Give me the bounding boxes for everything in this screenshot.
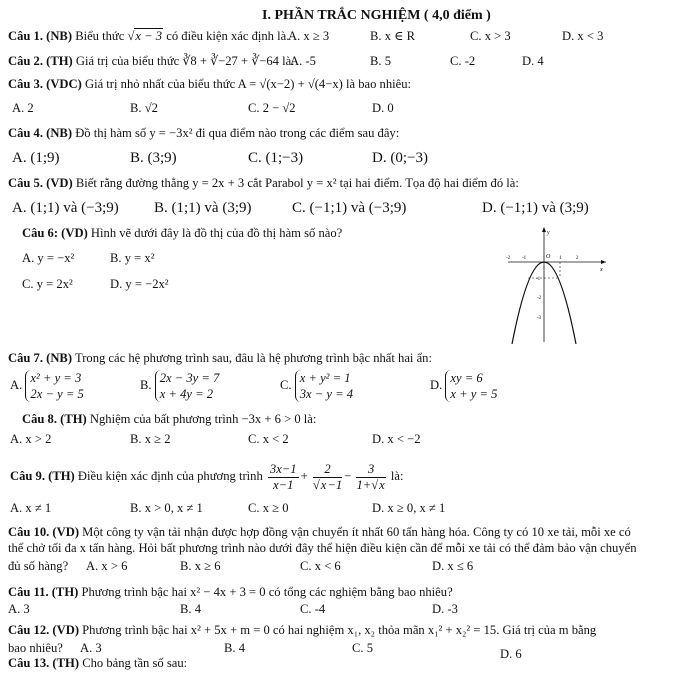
q7-a-eq1: x² + y = 3 [30, 371, 82, 385]
q3-option-d: D. 0 [372, 101, 394, 115]
q11-option-d: D. -3 [432, 602, 458, 616]
q5-text: Biết rằng đường thẳng y = 2x + 3 cắt Parabol y = x² tại hai điểm. Tọa độ hai điểm đó là: [75, 176, 519, 190]
q9-label: Câu 9. (TH) [10, 469, 75, 483]
q10-line2: thể chở tối đa x tấn hàng. Hỏi bất phương trình nào dưới đây thể hiện điều kiện cần để mỗi xe tải có thể đảm bảo vận chuyển [8, 541, 637, 555]
q9-fraction-2: $\frac{2}{√x-1}$ [312, 461, 343, 492]
q3-label: Câu 3. (VDC) [8, 77, 82, 91]
section-title: I. PHẦN TRẮC NGHIỆM ( 4,0 điểm ) [262, 8, 491, 23]
q7-c-eq2: 3x − y = 4 [299, 387, 354, 401]
question-1: Câu 1. (NB) Biểu thức √x − 3 có điều kiện xác định là. [8, 29, 290, 43]
q7-b-eq2: x + 4y = 2 [159, 387, 214, 401]
q10-label: Câu 10. (VD) [8, 525, 80, 539]
q10-question: đủ số hàng? [8, 559, 69, 573]
x-axis-arrow-icon [601, 260, 606, 264]
q3-option-c: C. 2 − √2 [248, 101, 296, 115]
q3-option-b: B. √2 [130, 101, 158, 115]
q8-option-a: A. x > 2 [10, 432, 52, 446]
q4-text: Đồ thị hàm số y = −3x² đi qua điểm nào trong các điểm sau đây: [75, 126, 400, 140]
q2-option-d: D. 4 [522, 54, 544, 68]
q12-option-b: B. 4 [224, 641, 245, 655]
q2-text: Giá trị của biểu thức ∛8 + ∛−27 + ∛−64 là. [75, 54, 295, 68]
q5-option-b: B. (1;1) và (3;9) [154, 200, 252, 216]
q1-expr: x − 3 [135, 29, 163, 43]
question-13 [8, 655, 187, 671]
q7-option-a: A. x² + y = 3 2x − y = 5 [10, 371, 84, 401]
q13-label: Câu 13. (TH) [8, 656, 80, 670]
x-tick-label: -1 [522, 256, 527, 261]
question-7 [8, 350, 432, 366]
q4-option-c: C. (1;−3) [248, 150, 304, 166]
q2-option-b: B. 5 [370, 54, 391, 68]
q6-option-b: B. y = x² [110, 251, 155, 265]
q7-option-d: D. xy = 6 x + y = 5 [430, 371, 498, 401]
q10-line1: Một công ty vận tải nhận được hợp đồng vận chuyển ít nhất 60 tấn hàng hóa. Công ty có 10 xe tải, mỗi xe có [82, 525, 631, 539]
q5-label: Câu 5. (VD) [8, 176, 73, 190]
q9-option-a: A. x ≠ 1 [10, 501, 52, 515]
origin-label: O [546, 254, 551, 260]
question-3 [8, 76, 411, 92]
question-9: Câu 9. (TH) Điều kiện xác định của phương trình $\frac{3x-1}{x-1}$ + $\frac{2}{√x-1}$ − $\frac{3}{1+√x}$ là: [10, 461, 404, 492]
q5-option-c: C. (−1;1) và (−3;9) [292, 200, 407, 216]
question-5 [8, 175, 519, 191]
q1-label: Câu 1. (NB) [8, 29, 73, 43]
q4-option-b: B. (3;9) [130, 150, 177, 166]
q12-line2: bao nhiêu? [8, 641, 63, 655]
q7-d-eq1: xy = 6 [450, 371, 483, 385]
q12-option-c: C. 5 [352, 641, 373, 655]
q8-option-d: D. x < −2 [372, 432, 421, 446]
q12-option-a: A. 3 [80, 641, 102, 655]
q8-label: Câu 8. (TH) [22, 412, 87, 426]
q6-text: Hình vẽ dưới đây là đồ thị của đồ thị hàm số nào? [90, 226, 343, 240]
q2-option-c: C. -2 [450, 54, 476, 68]
question-12 [8, 622, 596, 638]
question-2 [8, 53, 294, 69]
question-6 [22, 225, 342, 241]
question-4 [8, 125, 399, 141]
q6-label: Câu 6: (VD) [22, 226, 88, 240]
q3-text: Giá trị nhỏ nhất của biểu thức A = √(x−2) + √(4−x) là bao nhiêu: [84, 77, 412, 91]
q11-text: Phương trình bậc hai x² − 4x + 3 = 0 có tổng các nghiệm bằng bao nhiêu? [81, 585, 453, 599]
q6-option-d: D. y = −2x² [110, 277, 169, 291]
q4-option-d: D. (0;−3) [372, 150, 428, 166]
q7-text: Trong các hệ phương trình sau, đâu là hệ phương trình bậc nhất hai ẩn: [74, 351, 432, 365]
q10-option-b: B. x ≥ 6 [180, 559, 221, 573]
q4-option-a: A. (1;9) [12, 150, 60, 166]
y-tick-label: -2 [537, 296, 542, 301]
q8-text: Nghiệm của bất phương trình −3x + 6 > 0 là: [89, 412, 317, 426]
q1-option-b: B. x ∈ R [370, 29, 416, 43]
q7-option-b: B. 2x − 3y = 7 x + 4y = 2 [140, 371, 220, 401]
q8-option-b: B. x ≥ 2 [130, 432, 171, 446]
q9-fraction-3: $\frac{3}{1+√x}$ [356, 461, 385, 492]
q12-option-d: D. 6 [500, 647, 522, 661]
q6-option-c: C. y = 2x² [22, 277, 73, 291]
q9-text: Điều kiện xác định của phương trình [77, 469, 263, 483]
q7-option-c: C. x + y² = 1 3x − y = 4 [280, 371, 354, 401]
q11-option-c: C. -4 [300, 602, 326, 616]
q4-label: Câu 4. (NB) [8, 126, 73, 140]
q9-option-d: D. x ≥ 0, x ≠ 1 [372, 501, 446, 515]
q11-option-a: A. 3 [8, 602, 30, 616]
q9-fraction-1: $\frac{3x-1}{x-1}$ [269, 461, 297, 492]
q10-option-c: C. x < 6 [300, 559, 341, 573]
q8-option-c: C. x < 2 [248, 432, 289, 446]
q12-text: Phương trình bậc hai x² + 5x + m = 0 có hai nghiệm x₁, x₂ thỏa mãn x₁² + x₂² = 15. Giá trị của m bằng [82, 623, 597, 637]
y-tick-label: -3 [537, 316, 542, 321]
q11-option-b: B. 4 [180, 602, 201, 616]
y-axis-label: y [547, 230, 550, 236]
question-11 [8, 584, 453, 600]
q5-option-a: A. (1;1) và (−3;9) [12, 200, 119, 216]
q9-after: là: [390, 469, 404, 483]
q7-d-eq2: x + y = 5 [450, 387, 498, 401]
y-tick-label: -1 [536, 277, 541, 282]
q7-c-eq1: x + y² = 1 [299, 371, 351, 385]
q6-option-a: A. y = −x² [22, 251, 75, 265]
q7-label: Câu 7. (NB) [8, 351, 73, 365]
q1-after: có điều kiện xác định là. [166, 29, 290, 43]
q5-option-d: D. (−1;1) và (3;9) [482, 200, 589, 216]
x-tick-label: -2 [506, 256, 511, 261]
q1-option-d: D. x < 3 [562, 29, 604, 43]
q11-label: Câu 11. (TH) [8, 585, 79, 599]
q9-option-c: C. x ≥ 0 [248, 501, 289, 515]
q1-option-a: A. x ≥ 3 [288, 29, 330, 43]
q2-option-a: A. -5 [290, 54, 316, 68]
q1-option-c: C. x > 3 [470, 29, 511, 43]
question-8 [22, 411, 316, 427]
q10-option-d: D. x ≤ 6 [432, 559, 474, 573]
q3-option-a: A. 2 [12, 101, 34, 115]
q9-option-b: B. x > 0, x ≠ 1 [130, 501, 203, 515]
q10-option-a: A. x > 6 [86, 559, 128, 573]
q10-line3 [8, 558, 68, 574]
y-axis-arrow-icon [542, 227, 546, 232]
parabola-graph [500, 224, 610, 344]
x-tick-label: 1 [559, 256, 562, 261]
q12-label: Câu 12. (VD) [8, 623, 80, 637]
x-axis-label: x [600, 267, 603, 273]
q1-text: Biểu thức [75, 29, 125, 43]
question-10 [8, 524, 631, 540]
q2-label: Câu 2. (TH) [8, 54, 73, 68]
q7-a-eq2: 2x − y = 5 [30, 387, 84, 401]
x-tick-label: 2 [576, 256, 579, 261]
q7-b-eq1: 2x − 3y = 7 [159, 371, 220, 385]
q13-text: Cho bảng tần số sau: [82, 656, 188, 670]
